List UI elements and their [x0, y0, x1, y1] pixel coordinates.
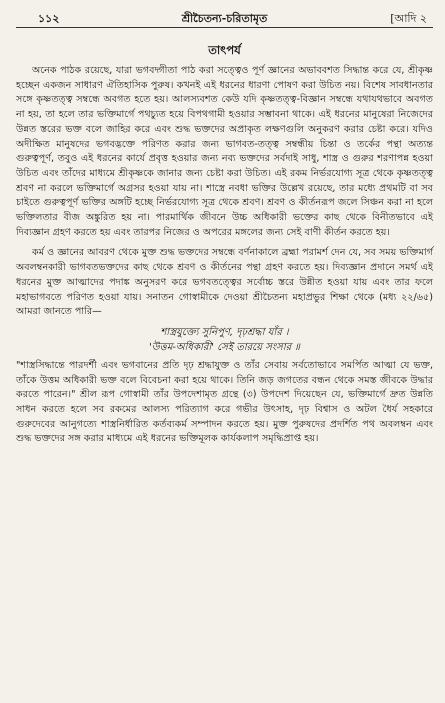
verse-line-2: 'উত্তম-অধিকারী' সেই তারয়ে সংসার ॥: [149, 341, 300, 353]
page-number: ১১২: [38, 12, 60, 25]
header-rule: [16, 27, 433, 28]
verse-block: [16, 325, 433, 355]
paragraph-1: অনেক পাঠক রয়েছে, যারা ভগবদ্গীতা পাঠ করা সত্ত্বেও পূর্ণ জ্ঞানের অভাববশত সিদ্ধান্ত করে যে, শ্রীকৃষ্ণ হচ্ছেন একজন সাধারণ ঐতিহাসিক পুরুষ। কখনই এই ধরনের ধারণা পোষণ করা উচিত নয়। বিশেষ সাবধানতার সঙ্গে কৃষ্ণতত্ত্ব সম্বন্ধে অবগত হতে হয়। আলস্যবশত কেউ যদি কৃষ্ণতত্ত্ব-বিজ্ঞান সম্বন্ধে যথাযথভাবে অবগত না হয়, তা হলে তার ভক্তিমার্গে পথচ্যুত হয়ে বিপথগামী হওয়ার সম্ভাবনা থাকে। এই ধরনের মানুষেরা নিজেদের উন্নত স্তরের ভক্ত বলে জাহির করে এবং শুদ্ধ ভক্তদের অপ্রাকৃত লক্ষণগুলি অনুকরণ করার চেষ্টা করে। যদিও অদীক্ষিত মানুষদের ভগবদ্ভক্তে পরিণত করার জন্য ভাগবত-তত্ত্ব সম্বন্ধীয় চিন্তা ও তর্কের পন্থা অত্যন্ত গুরুত্বপূর্ণ, তবুও এই ধরনের কার্যে প্রবৃত্ত হওয়ার জন্য নব্য ভক্তদের সর্বদাই সাধু, শাস্ত্র ও গুরুর শরণাপন্ন হওয়া উচিত এবং তাঁদের মাধ্যমে শ্রীকৃষ্ণকে জানার জন্য চেষ্টা করা উচিত। এই রকম নির্ভরযোগ্য সূত্র থেকে কৃষ্ণতত্ত্ব শ্রবণ না করলে ভক্তিমার্গে অগ্রসর হওয়া যায় না। শাস্ত্রে নবধা ভক্তির উল্লেখ রয়েছে, তার মধ্যে প্রথমটি বা সব চাইতে গুরুত্বপূর্ণ ভক্তির অঙ্গটি হচ্ছে নির্ভরযোগ্য সূত্র থেকে শ্রবণ। শ্রবণ ও কীর্তনরূপ জলে সিঞ্চন করা না হলে ভক্তিলতার বীজ অঙ্কুরিত হয় না। পারমার্থিক জীবনে উচ্চ অধিকারী ভক্তের কাছ থেকে বিনীতভাবে এই দিব্যজ্ঞান গ্রহণ করতে হয় এবং তারপর নিজের ও অপরের মঙ্গলের জন্য সেই বাণী কীর্তন করতে হয়।: [16, 65, 433, 238]
section-label: [আদি ২: [390, 12, 427, 25]
book-title: শ্রীচৈতন্য-চরিতামৃত: [181, 12, 268, 25]
verse-line-1: শাস্ত্রযুক্ত্যে সুনিপুণ, দৃঢ়শ্রদ্ধা যাঁর ।: [160, 326, 289, 338]
paragraph-3: "শাস্ত্রসিদ্ধান্তে পারদর্শী এবং ভগবানের প্রতি দৃঢ় শ্রদ্ধাযুক্ত ও তাঁর সেবায় সর্বতোভাবে সমর্পিত আত্মা যে ভক্ত, তাঁকে উত্তম অধিকারী ভক্ত বলে বিবেচনা করা হয়ে থাকে। তিনি জড় জগতের বন্ধন থেকে সমস্ত জীবকে উদ্ধার করতে পারেন।" শ্রীল রূপ গোস্বামী তাঁর উপদেশামৃত গ্রন্থে (৩) উপদেশ দিয়েছেন যে, ভক্তিমার্গে দ্রুত উন্নতি সাধন করতে হলে সব রকমের আলস্য পরিত্যাগ করে গভীর উৎসাহ, দৃঢ় বিশ্বাস ও অটল ধৈর্য সহকারে গুরুদেবের আনুগত্যে শাস্ত্রনির্ধারিত কর্তব্যকর্ম সম্পাদন করতে হয়। মুক্ত পুরুষদের প্রদর্শিত পথ অবলম্বন এবং শুদ্ধ ভক্তদের সঙ্গ করার মাধ্যমে এই ধরনের ভক্তিমূলক কার্যকলাপ সমৃদ্ধিপ্রাপ্ত হয়।: [16, 359, 433, 445]
paragraph-2: কর্ম ও জ্ঞানের আবরণ থেকে মুক্ত শুদ্ধ ভক্তদের সম্বন্ধে বর্ণনাকালে ব্রহ্মা পরামর্শ দেন যে, সব সময় ভক্তিমার্গ অবলম্বনকারী ভাগবতভক্তদের কাছ থেকে শ্রবণ ও কীর্তনের পন্থা গ্রহণ করতে হয়। দিব্যজ্ঞান প্রদানে সমর্থ এই ধরনের মুক্ত আত্মাদের পদাঙ্ক অনুসরণ করে ভগবতত্ত্বের সর্বোচ্চ স্তরে উন্নীত হওয়া যায় এবং তার ফলে মহাভাগবতে পরিণত হওয়া যায়। সনাতন গোস্বামীকে দেওয়া শ্রীচৈতন্য মহাপ্রভুর শিক্ষা থেকে (মধ্য ২২/৬৫) আমরা জানতে পারি—: [16, 247, 433, 318]
purport-heading: তাৎপর্য: [208, 43, 241, 57]
body-text: [16, 64, 433, 447]
